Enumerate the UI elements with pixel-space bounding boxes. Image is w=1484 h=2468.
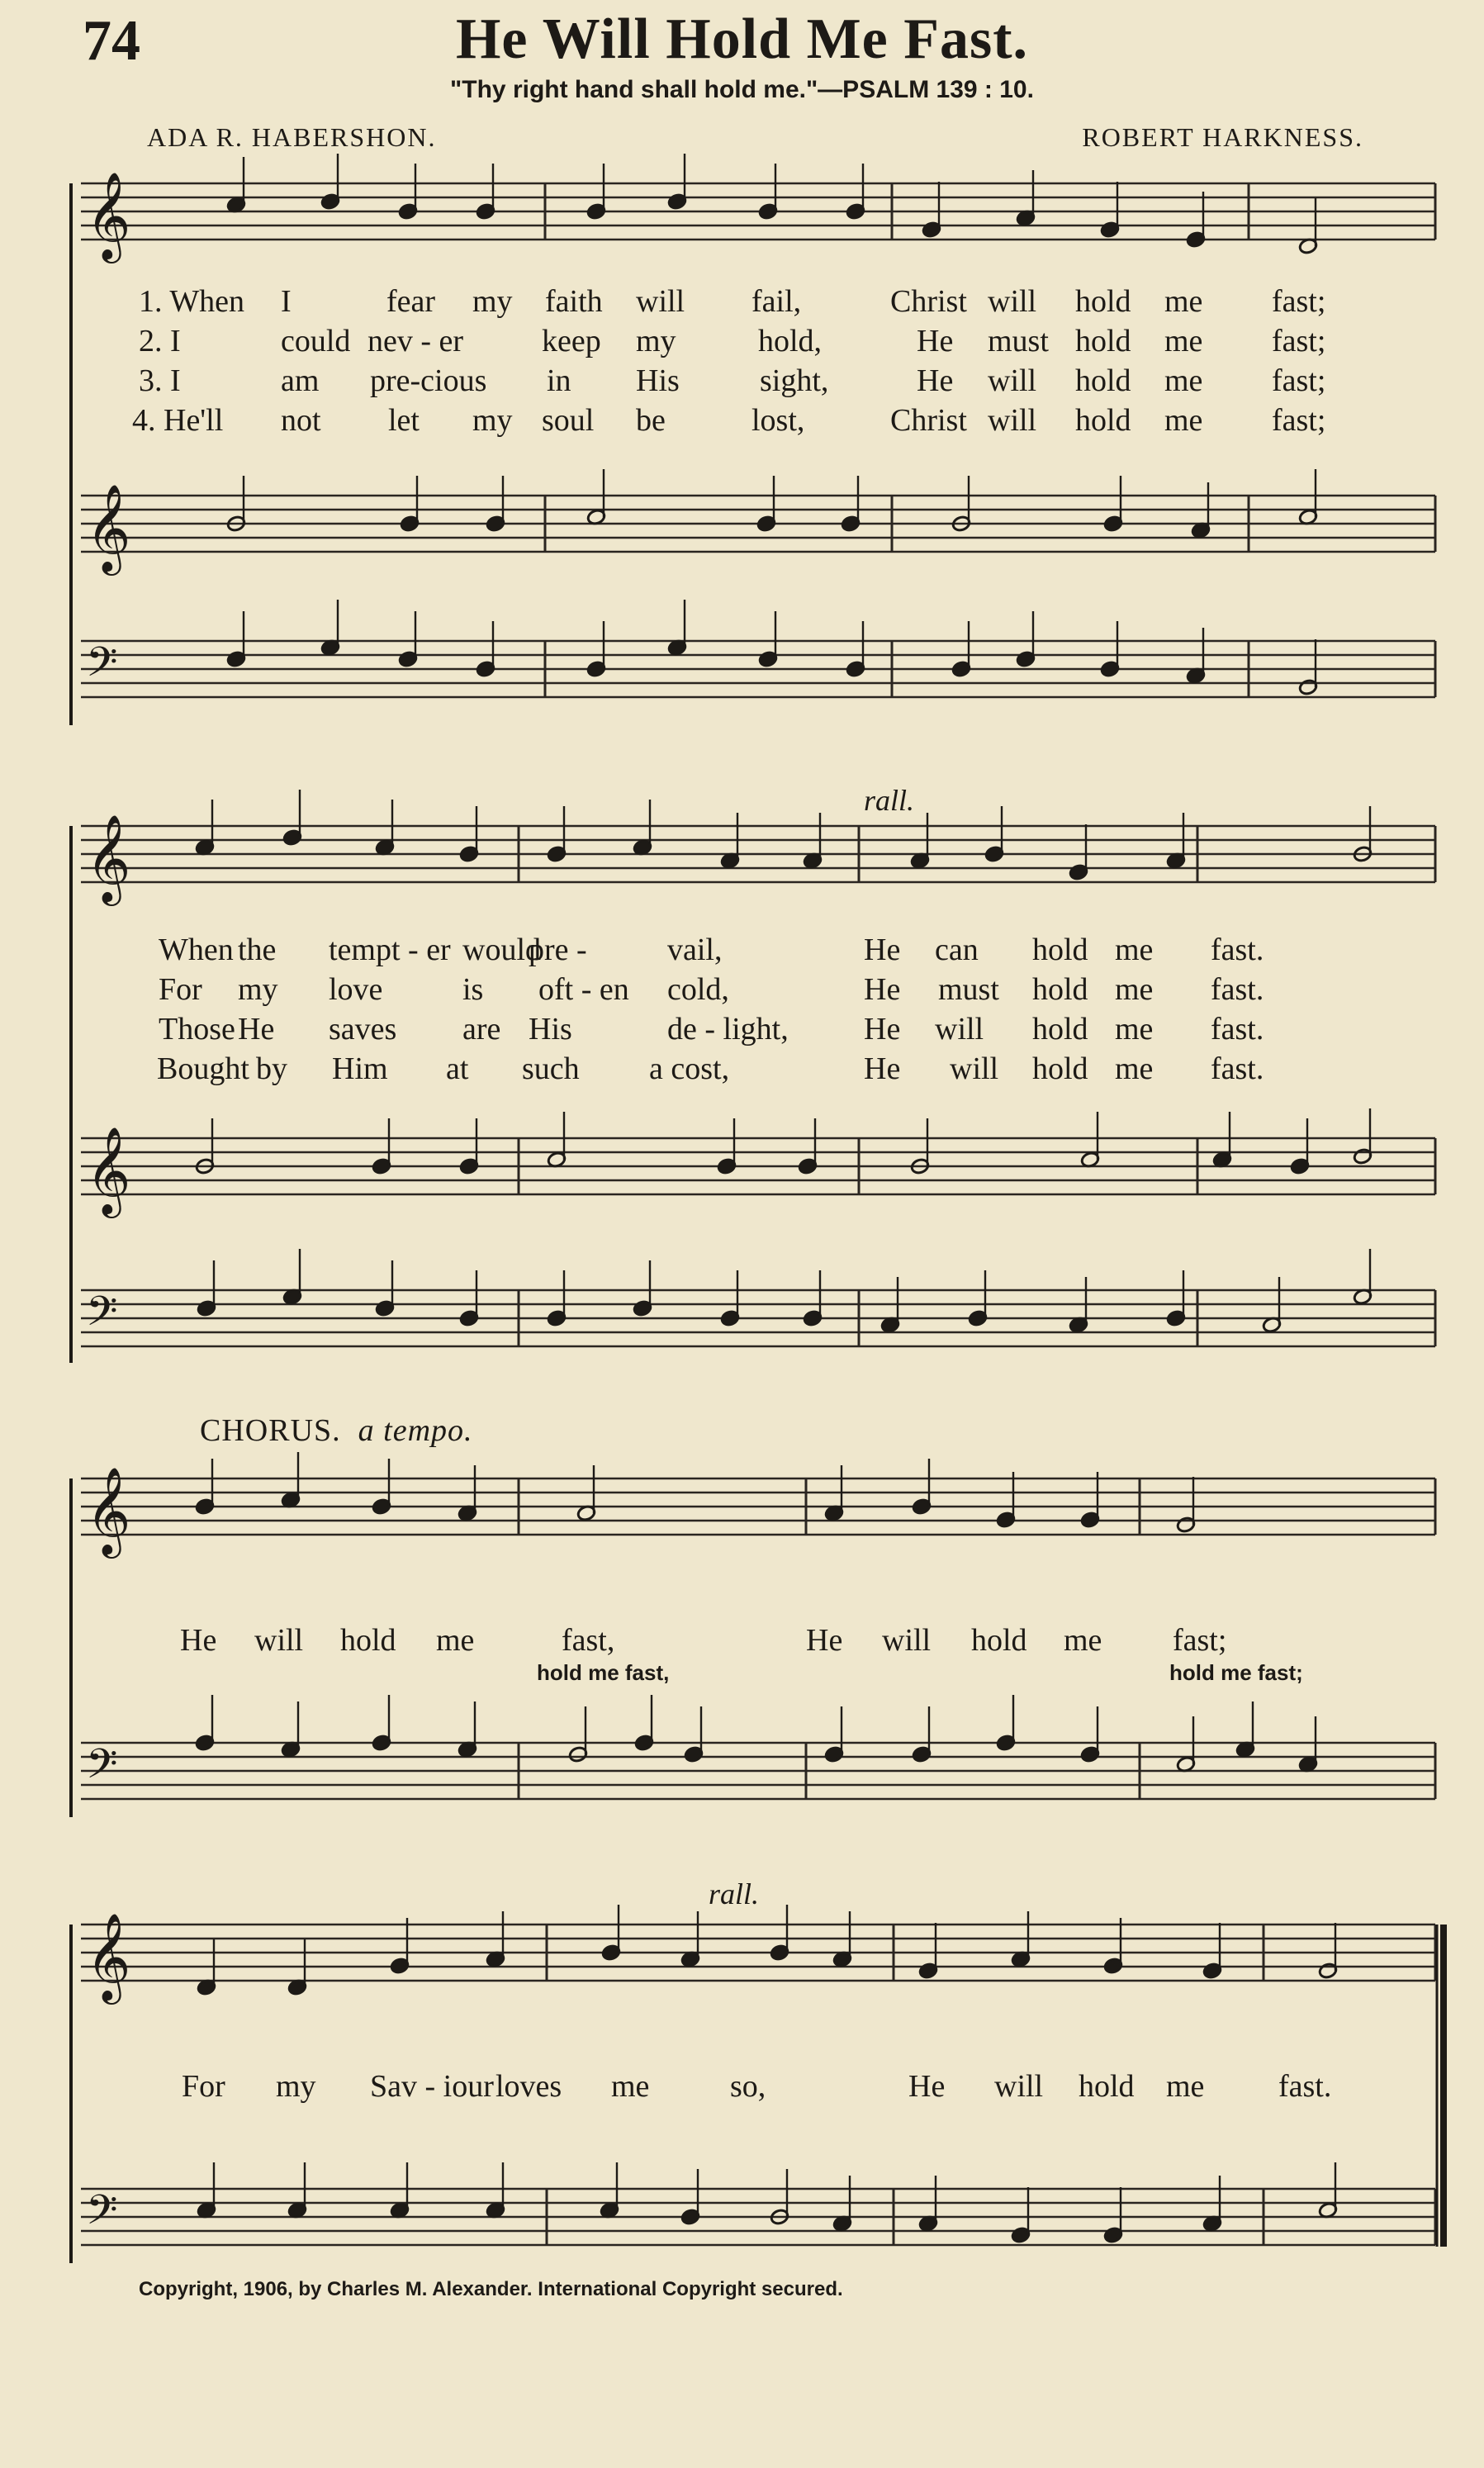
lyric-word: my: [472, 403, 513, 438]
lyric-word: hold: [1075, 403, 1131, 438]
lyric-word: will: [950, 1051, 999, 1086]
melody-staff-4: [81, 1925, 1435, 1981]
lyric-word: are: [462, 1012, 501, 1047]
lyric-word: oft - en: [538, 972, 629, 1007]
hymn-title: He Will Hold Me Fast.: [455, 7, 1029, 71]
treble-clef: 𝄞: [86, 1126, 131, 1214]
lyric-word: hold: [1032, 1012, 1088, 1047]
lyric-word: faith: [545, 284, 603, 319]
lyric-word: would: [462, 933, 541, 967]
treble-clef: 𝄞: [86, 483, 131, 572]
composer-credit: ROBERT HARKNESS.: [1082, 122, 1363, 152]
lyric-word: will: [636, 284, 685, 319]
lyric-word: de - light,: [667, 1012, 789, 1047]
lyric-word: in: [547, 363, 571, 398]
lyric-word: must: [938, 972, 999, 1007]
lyric-word: nev - er: [367, 324, 464, 358]
treble-clef: 𝄞: [86, 1466, 131, 1554]
lyric-word: saves: [329, 1012, 397, 1047]
bass-clef: 𝄢: [86, 1740, 118, 1798]
lyric-word: lost,: [751, 403, 805, 438]
lyric-word: hold: [1032, 1051, 1088, 1086]
lyric-word: fast.: [1211, 1051, 1264, 1086]
treble-clef: 𝄞: [86, 1912, 131, 2001]
lyric-word: He: [806, 1623, 843, 1658]
copyright-notice: Copyright, 1906, by Charles M. Alexander. International Copyright secured.: [139, 2278, 843, 2300]
lyric-word: me: [1164, 403, 1203, 438]
lyric-word: must: [988, 324, 1049, 358]
lyric-word: fast;: [1272, 324, 1326, 358]
treble-clef: 𝄞: [86, 814, 131, 902]
lyric-word: me: [1164, 324, 1203, 358]
lyric-word: I: [281, 284, 292, 319]
treble-clef: 𝄞: [86, 171, 131, 259]
lyric-word: me: [436, 1623, 475, 1658]
lyric-word: He: [238, 1012, 275, 1047]
lyric-word: am: [281, 363, 320, 398]
lyric-word: soul: [542, 403, 595, 438]
lyric-word: so,: [730, 2069, 766, 2104]
lyric-word: could: [281, 324, 351, 358]
lyric-word: He: [180, 1623, 217, 1658]
lyric-word: He: [864, 933, 901, 967]
lyric-word: fail,: [751, 284, 802, 319]
lyric-word: me: [1064, 1623, 1102, 1658]
lyric-word: a cost,: [649, 1051, 730, 1086]
lyric-word: vail,: [667, 933, 723, 967]
lyric-word: me: [1115, 1051, 1154, 1086]
lyric-word: cold,: [667, 972, 729, 1007]
lyric-word: Those: [159, 1012, 235, 1047]
lyric-word: me: [1115, 972, 1154, 1007]
lyric-word: 2. I: [139, 324, 181, 358]
bass-clef: 𝄢: [86, 2186, 118, 2244]
lyric-word: be: [636, 403, 666, 438]
lyric-word: will: [988, 363, 1037, 398]
lyric-word: hold: [340, 1623, 396, 1658]
lyric-word: at: [446, 1051, 469, 1086]
lyric-word: will: [935, 1012, 984, 1047]
lyric-word: will: [882, 1623, 932, 1658]
chorus-label: [200, 1412, 473, 1449]
lyric-word: me: [1115, 1012, 1154, 1047]
melody-staff-2: [81, 826, 1435, 882]
lyric-word: will: [988, 403, 1037, 438]
lyric-word: my: [636, 324, 676, 358]
chorus-echo-2: hold me fast;: [1169, 1660, 1303, 1685]
lyric-word: 3. I: [139, 363, 181, 398]
melody-staff-3: [81, 1478, 1435, 1535]
lyric-word: He: [908, 2069, 946, 2104]
lyric-word: Christ: [890, 284, 967, 319]
author-credit: ADA R. HABERSHON.: [147, 122, 437, 152]
lyric-word: pre-cious: [370, 363, 487, 398]
lyric-word: hold: [971, 1623, 1027, 1658]
lyric-word: fast.: [1211, 1012, 1264, 1047]
lyric-word: pre -: [529, 933, 587, 967]
lyric-word: fast,: [562, 1623, 615, 1658]
lyric-word: fast;: [1272, 363, 1326, 398]
lyric-word: For: [159, 972, 202, 1007]
rall-marking-chorus: rall.: [709, 1877, 760, 1910]
lyric-word: by: [256, 1051, 287, 1086]
lyric-word: can: [935, 933, 979, 967]
lyric-word: my: [472, 284, 513, 319]
lyric-word: He: [864, 1012, 901, 1047]
chorus-echo-1: hold me fast,: [537, 1660, 670, 1685]
lyric-word: hold: [1079, 2069, 1135, 2104]
lyric-word: will: [988, 284, 1037, 319]
lyric-word: let: [388, 403, 420, 438]
lyric-word: His: [636, 363, 680, 398]
lyric-word: the: [238, 933, 277, 967]
bass-clef: 𝄢: [86, 1288, 118, 1346]
lyric-word: me: [1166, 2069, 1205, 2104]
lyric-word: will: [994, 2069, 1044, 2104]
lyric-word: Christ: [890, 403, 967, 438]
lyric-word: He: [864, 1051, 901, 1086]
lyric-word: keep: [542, 324, 601, 358]
lyric-word: fast.: [1211, 972, 1264, 1007]
lyric-word: me: [1164, 284, 1203, 319]
lyric-word: hold: [1032, 972, 1088, 1007]
lyric-word: loves: [495, 2069, 562, 2104]
lyric-word: hold,: [758, 324, 823, 358]
lyric-word: hold: [1075, 324, 1131, 358]
lyric-word: fast.: [1211, 933, 1264, 967]
chorus-heading: CHORUS.: [200, 1413, 341, 1448]
lyric-word: not: [281, 403, 321, 438]
melody-staff-1: [81, 183, 1435, 240]
lyric-word: is: [462, 972, 484, 1007]
bass-staff-1: [81, 641, 1435, 697]
lyric-word: His: [529, 1012, 572, 1047]
lyric-word: 1. When: [139, 284, 245, 319]
lyric-word: He: [864, 972, 901, 1007]
lyric-word: hold: [1032, 933, 1088, 967]
lyric-word: fast;: [1173, 1623, 1227, 1658]
lyric-word: hold: [1075, 284, 1131, 319]
lyric-word: sight,: [760, 363, 829, 398]
alto-staff-2: [81, 1138, 1435, 1194]
lyric-word: love: [329, 972, 383, 1007]
lyric-word: He: [917, 363, 954, 398]
tempo-marking: a tempo.: [358, 1413, 473, 1448]
lyric-word: Sav - iour: [370, 2069, 494, 2104]
lyric-word: Bought: [157, 1051, 249, 1086]
lyric-word: tempt - er: [329, 933, 451, 967]
lyric-word: fear: [386, 284, 436, 319]
lyric-word: When: [159, 933, 234, 967]
lyric-word: such: [522, 1051, 580, 1086]
lyric-word: Him: [332, 1051, 388, 1086]
lyric-word: For: [182, 2069, 225, 2104]
bass-clef: 𝄢: [86, 638, 118, 696]
epigraph: "Thy right hand shall hold me."—PSALM 139 : 10.: [450, 76, 1034, 103]
lyric-word: me: [1164, 363, 1203, 398]
lyric-word: 4. He'll: [132, 403, 224, 438]
lyric-word: me: [1115, 933, 1154, 967]
lyric-word: my: [238, 972, 278, 1007]
page-number: 74: [83, 9, 140, 73]
lyric-word: fast.: [1278, 2069, 1332, 2104]
bass-staff-4: [81, 2189, 1435, 2245]
lyric-word: fast;: [1272, 403, 1326, 438]
lyric-word: hold: [1075, 363, 1131, 398]
lyric-word: will: [254, 1623, 304, 1658]
rall-marking: rall.: [864, 784, 915, 817]
lyric-word: fast;: [1272, 284, 1326, 319]
lyric-word: me: [611, 2069, 650, 2104]
lyric-word: my: [276, 2069, 316, 2104]
lyric-word: He: [917, 324, 954, 358]
